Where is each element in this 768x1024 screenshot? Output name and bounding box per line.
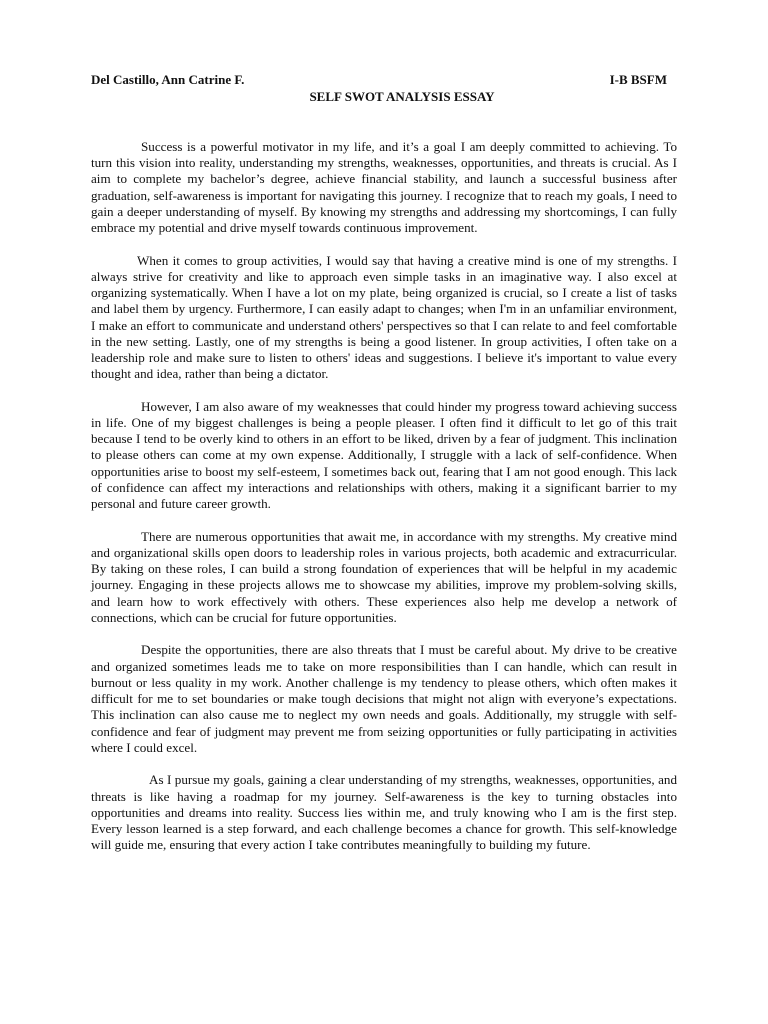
paragraph-strengths: When it comes to group activities, I would say that having a creative mind is one of my strengths. I always strive for creativity and like to approach even simple tasks in an imaginative way. I also excel at organizing systematically. When I have a lot on my plate, being organized is crucial, so I create a list of tasks and label them by urgency. Furthermore, I can easily adapt to changes; when I'm in an unfamiliar environment, I make an effort to communicate and understand others' perspectives so that I can relate to and feel comfortable in the new setting. Lastly, one of my strengths is being a good listener. In group activities, I often take on a leadership role and make sure to listen to others' ideas and suggestions. I believe it's important to value every thought and idea, rather than being a dictator.	[91, 252, 677, 382]
paragraph-weaknesses: However, I am also aware of my weaknesses that could hinder my progress toward achieving success in life. One of my biggest challenges is being a people pleaser. I often find it difficult to let go of this trait because I tend to be overly kind to others in an effort to be liked, driven by a fear of judgment. This inclination to please others can come at my own expense. Additionally, I struggle with a lack of self-confidence. When opportunities arise to boost my self-esteem, I sometimes back out, fearing that I am not good enough. This lack of confidence can affect my interactions and relationships with others, making it a significant barrier to my personal and future career growth.	[91, 398, 677, 512]
paragraph-opportunities: There are numerous opportunities that await me, in accordance with my strengths. My creative mind and organizational skills open doors to leadership roles in various projects, both academic and extracurricular. By taking on these roles, I can build a strong foundation of experiences that will be helpful in my academic journey. Engaging in these projects allows me to showcase my abilities, improve my problem-solving skills, and learn how to work effectively with others. These experiences also help me develop a network of connections, which can be crucial for future opportunities.	[91, 528, 677, 625]
paragraph-introduction: Success is a powerful motivator in my life, and it’s a goal I am deeply committed to achieving. To turn this vision into reality, understanding my strengths, weaknesses, opportunities, and threats is crucial. As I aim to complete my bachelor’s degree, achieve financial stability, and launch a successful business after graduation, self-awareness is important for navigating this journey. I recognize that to reach my goals, I need to gain a deeper understanding of myself. By knowing my strengths and addressing my shortcomings, I can fully embrace my potential and drive myself towards continuous improvement.	[91, 139, 677, 236]
class-section: I-B BSFM	[609, 72, 667, 87]
header-row	[91, 72, 677, 88]
paragraph-threats: Despite the opportunities, there are also threats that I must be careful about. My drive to be creative and organized sometimes leads me to take on more responsibilities than I can handle, which can result in burnout or less quality in my work. Another challenge is my tendency to please others, which often makes it difficult for me to set boundaries or make tough decisions that might not align with everyone’s expectations. This inclination can also cause me to neglect my own needs and goals. Additionally, my struggle with self-confidence and fear of judgment may prevent me from seizing opportunities or fully participating in activities where I could excel.	[91, 642, 677, 755]
essay-page	[91, 72, 677, 870]
essay-title: SELF SWOT ANALYSIS ESSAY	[309, 89, 495, 104]
author-name: Del Castillo, Ann Catrine F.	[91, 72, 245, 87]
paragraph-conclusion: As I pursue my goals, gaining a clear understanding of my strengths, weaknesses, opportunities, and threats is like having a roadmap for my journey. Self-awareness is the key to turning obstacles into opportunities and dreams into reality. Success lies within me, and truly knowing who I am is the first step. Every lesson learned is a step forward, and each challenge becomes a chance for growth. This self-knowledge will guide me, ensuring that every action I take contributes meaningfully to building my future.	[91, 772, 677, 853]
